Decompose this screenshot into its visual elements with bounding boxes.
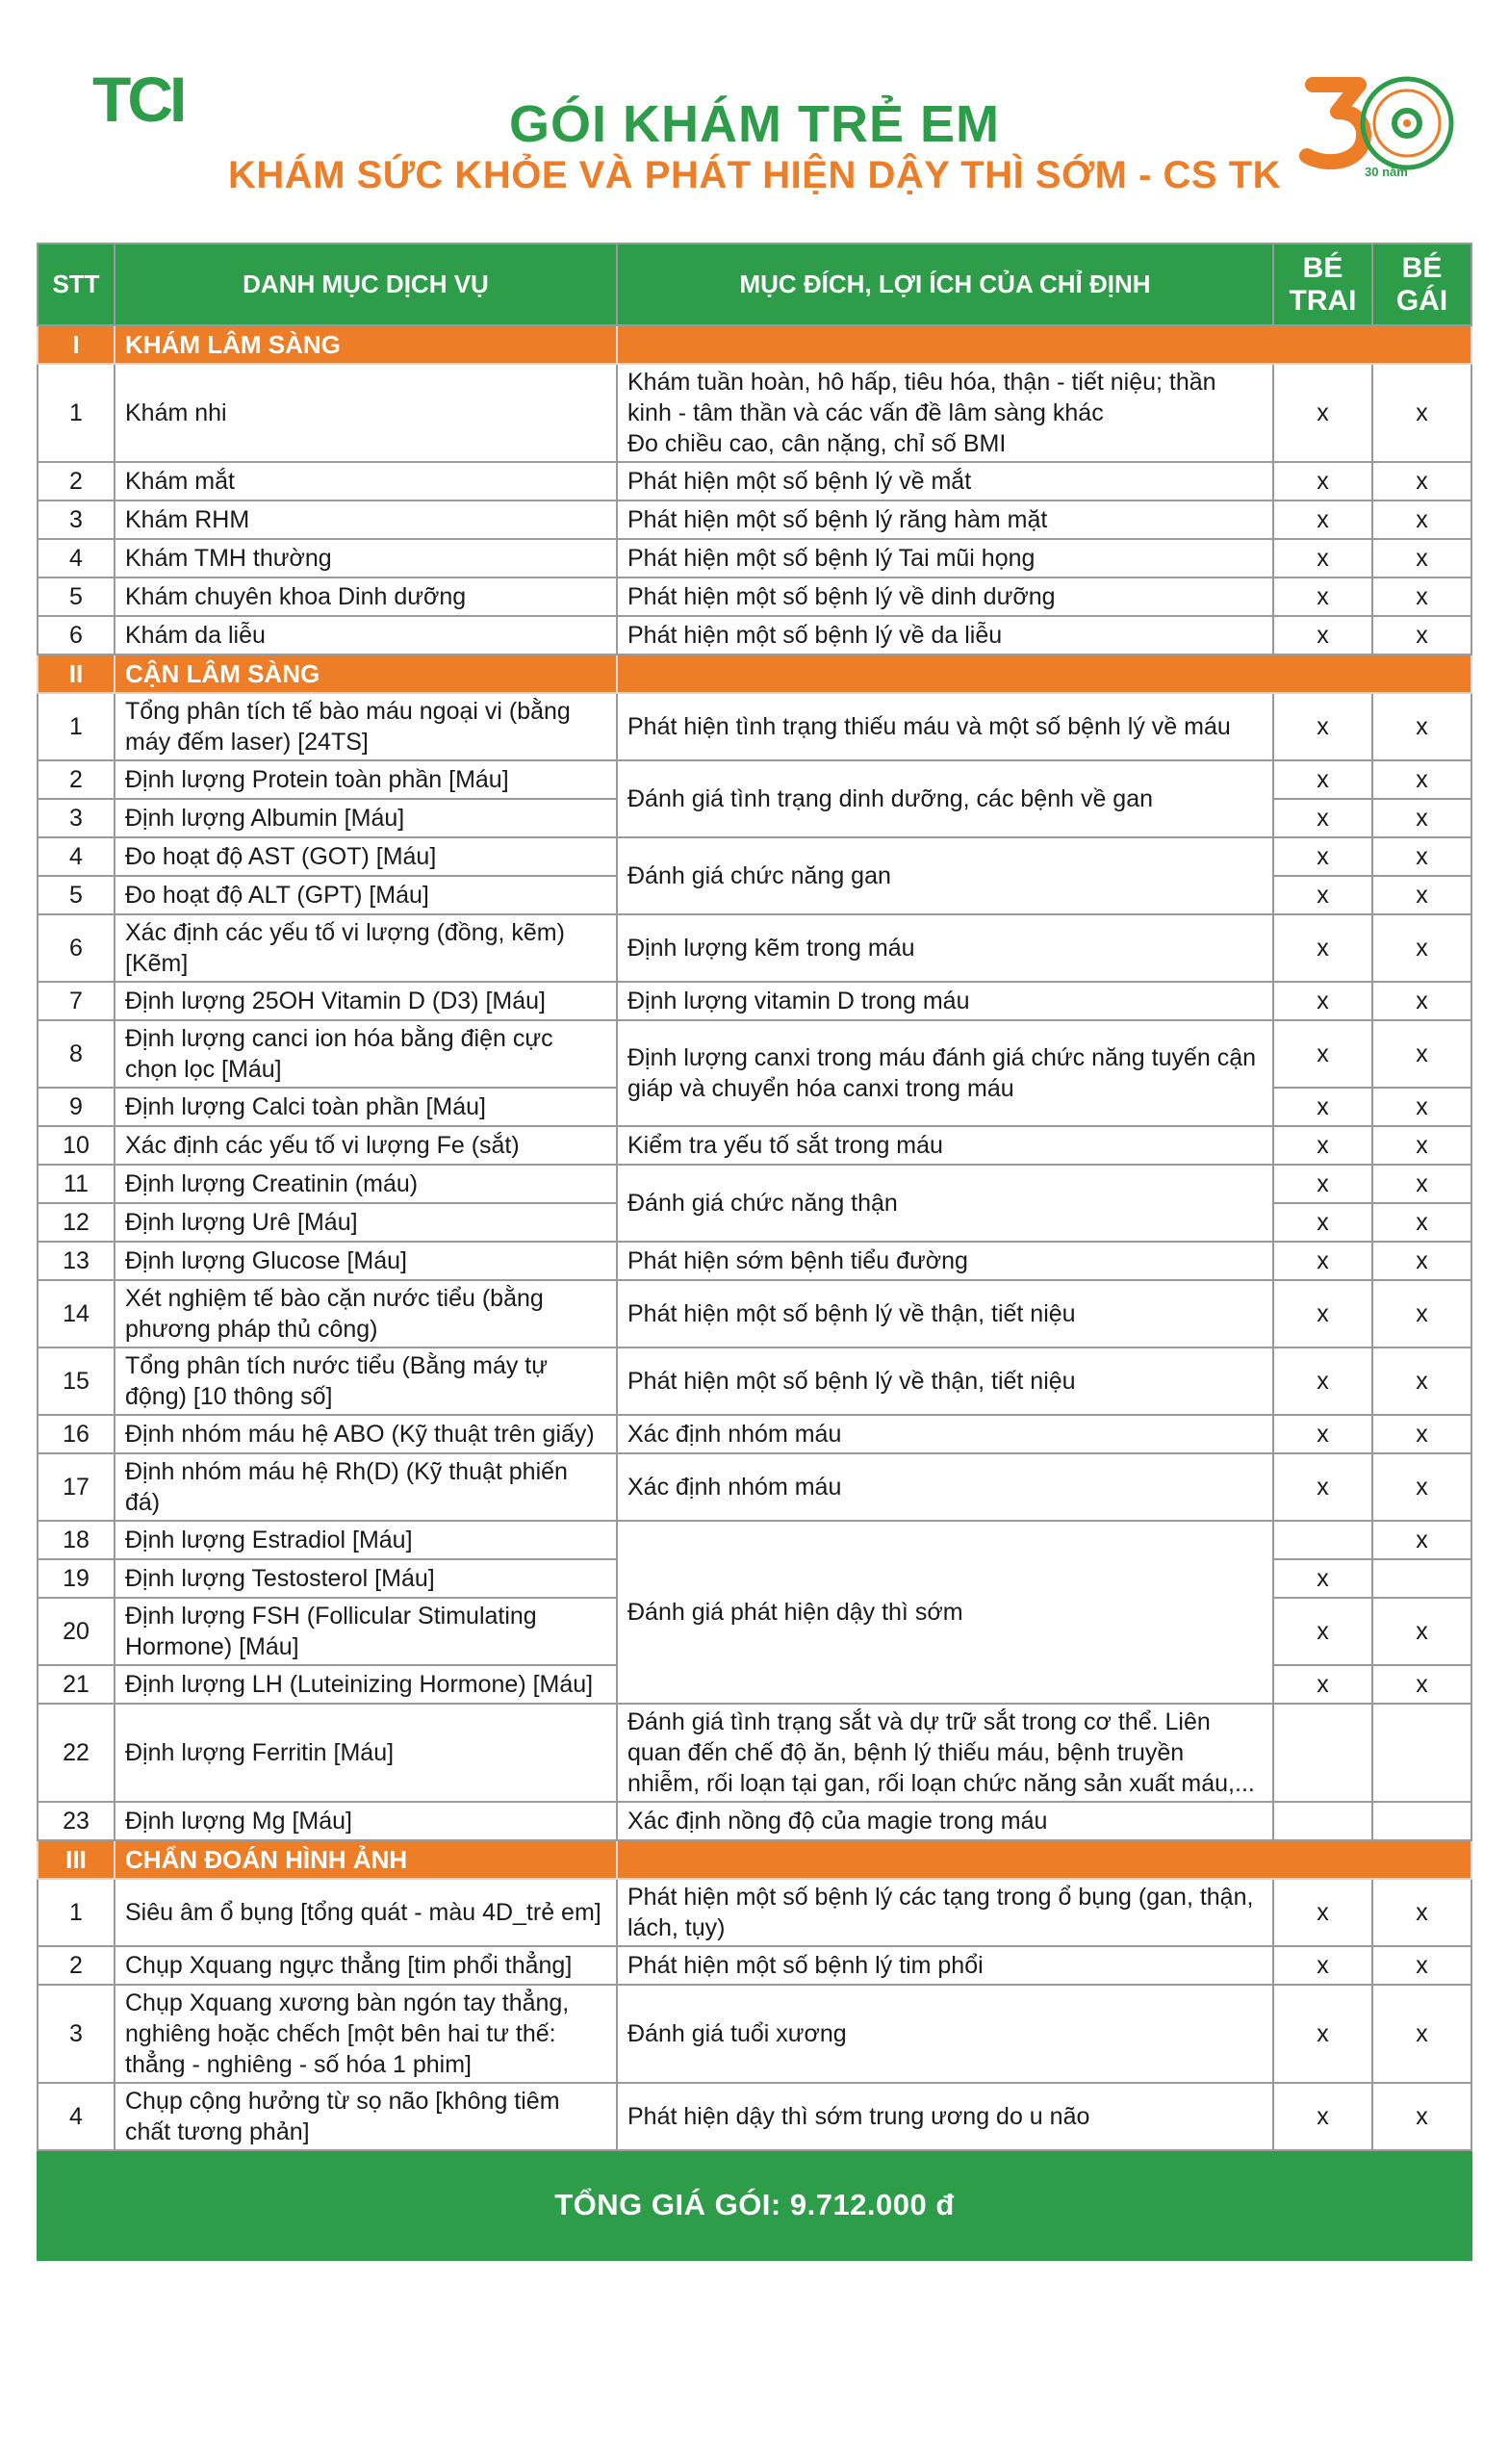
table-row [38,462,1471,500]
row-boy-mark: x [1273,693,1372,760]
row-stt: 2 [38,1946,115,1985]
table-row [38,2083,1471,2150]
row-stt: 16 [38,1415,115,1453]
row-service-name: Định nhóm máu hệ ABO (Kỹ thuật trên giấy) [115,1415,617,1453]
section-title: KHÁM LÂM SÀNG [115,325,617,364]
row-purpose: Phát hiện dậy thì sớm trung ương do u não [617,2083,1273,2150]
row-girl-mark: x [1372,1280,1471,1348]
row-service-name: Đo hoạt độ ALT (GPT) [Máu] [115,876,617,914]
row-purpose: Phát hiện một số bệnh lý Tai mũi họng [617,539,1273,578]
row-boy-mark: x [1273,982,1372,1020]
row-purpose: Phát hiện một số bệnh lý các tạng trong ổ bụng (gan, thận, lách, tụy) [617,1879,1273,1946]
row-stt: 2 [38,760,115,799]
row-service-name: Xác định các yếu tố vi lượng Fe (sắt) [115,1126,617,1165]
row-girl-mark: x [1372,1088,1471,1126]
row-purpose: Phát hiện một số bệnh lý về thận, tiết niệu [617,1348,1273,1415]
table-row [38,616,1471,654]
row-boy-mark: x [1273,2083,1372,2150]
row-stt: 23 [38,1802,115,1840]
table-row [38,760,1471,799]
row-girl-mark: x [1372,539,1471,578]
row-stt: 4 [38,837,115,876]
row-purpose: Phát hiện tình trạng thiếu máu và một số bệnh lý về máu [617,693,1273,760]
row-service-name: Đo hoạt độ AST (GOT) [Máu] [115,837,617,876]
table-row [38,539,1471,578]
row-girl-mark: x [1372,982,1471,1020]
row-service-name: Khám TMH thường [115,539,617,578]
row-stt: 2 [38,462,115,500]
row-boy-mark: x [1273,914,1372,982]
row-service-name: Định lượng Mg [Máu] [115,1802,617,1840]
row-purpose: Phát hiện một số bệnh lý về da liễu [617,616,1273,654]
row-service-name: Xét nghiệm tế bào cặn nước tiểu (bằng phương pháp thủ công) [115,1280,617,1348]
table-row [38,914,1471,982]
row-girl-mark: x [1372,616,1471,654]
row-service-name: Định lượng LH (Luteinizing Hormone) [Máu] [115,1665,617,1704]
row-stt: 5 [38,578,115,616]
service-table [37,243,1472,2261]
row-service-name: Chụp Xquang ngực thẳng [tim phổi thẳng] [115,1946,617,1985]
row-purpose: Xác định nhóm máu [617,1415,1273,1453]
row-girl-mark: x [1372,1203,1471,1242]
row-stt: 9 [38,1088,115,1126]
row-purpose: Kiểm tra yếu tố sắt trong máu [617,1126,1273,1165]
header-girl: BÉ GÁI [1372,244,1471,325]
row-purpose: Phát hiện một số bệnh lý tim phổi [617,1946,1273,1985]
row-girl-mark: x [1372,760,1471,799]
row-service-name: Định lượng Creatinin (máu) [115,1165,617,1203]
row-purpose: Xác định nồng độ của magie trong máu [617,1802,1273,1840]
row-girl-mark: x [1372,1242,1471,1280]
table-row [38,1280,1471,1348]
row-service-name: Chụp cộng hưởng từ sọ não [không tiêm chất tương phản] [115,2083,617,2150]
row-stt: 21 [38,1665,115,1704]
row-stt: 18 [38,1521,115,1559]
table-row [38,693,1471,760]
row-girl-mark: x [1372,1165,1471,1203]
row-girl-mark: x [1372,876,1471,914]
row-purpose: Định lượng canxi trong máu đánh giá chức năng tuyến cận giáp và chuyển hóa canxi trong máu [617,1020,1273,1126]
row-girl-mark: x [1372,1126,1471,1165]
section-filler [617,325,1471,364]
row-service-name: Định lượng 25OH Vitamin D (D3) [Máu] [115,982,617,1020]
row-stt: 6 [38,616,115,654]
row-boy-mark: x [1273,1415,1372,1453]
row-stt: 22 [38,1704,115,1802]
row-boy-mark: x [1273,1665,1372,1704]
table-row [38,1415,1471,1453]
section-filler [617,1840,1471,1879]
row-purpose: Đánh giá chức năng gan [617,837,1273,914]
row-service-name: Định lượng Protein toàn phần [Máu] [115,760,617,799]
row-boy-mark: x [1273,1946,1372,1985]
table-row [38,837,1471,876]
table-row [38,1165,1471,1203]
row-girl-mark [1372,1704,1471,1802]
row-service-name: Khám da liễu [115,616,617,654]
row-stt: 12 [38,1203,115,1242]
row-boy-mark: x [1273,1598,1372,1665]
section-number: II [38,654,115,693]
row-service-name: Định lượng Ferritin [Máu] [115,1704,617,1802]
row-service-name: Tổng phân tích nước tiểu (Bằng máy tự động) [10 thông số] [115,1348,617,1415]
row-boy-mark: x [1273,1280,1372,1348]
row-boy-mark: x [1273,1559,1372,1598]
row-girl-mark: x [1372,1879,1471,1946]
row-boy-mark [1273,1521,1372,1559]
row-boy-mark: x [1273,1348,1372,1415]
row-stt: 8 [38,1020,115,1088]
row-boy-mark: x [1273,1242,1372,1280]
row-girl-mark: x [1372,914,1471,982]
row-boy-mark [1273,1802,1372,1840]
row-purpose: Phát hiện một số bệnh lý răng hàm mặt [617,500,1273,539]
table-row [38,1985,1471,2083]
row-boy-mark: x [1273,837,1372,876]
row-boy-mark: x [1273,616,1372,654]
row-stt: 7 [38,982,115,1020]
row-girl-mark [1372,1559,1471,1598]
row-service-name: Khám nhi [115,364,617,462]
row-stt: 4 [38,2083,115,2150]
row-girl-mark [1372,1802,1471,1840]
row-stt: 4 [38,539,115,578]
page-title: GÓI KHÁM TRẺ EM [509,95,1000,153]
row-boy-mark: x [1273,500,1372,539]
total-price: TỔNG GIÁ GÓI: 9.712.000 đ [38,2150,1471,2260]
row-purpose: Đánh giá phát hiện dậy thì sớm [617,1521,1273,1704]
row-boy-mark: x [1273,462,1372,500]
table-row [38,500,1471,539]
table-header-row [38,244,1471,325]
row-girl-mark: x [1372,1665,1471,1704]
section-title: CẬN LÂM SÀNG [115,654,617,693]
row-stt: 11 [38,1165,115,1203]
row-girl-mark: x [1372,578,1471,616]
row-stt: 17 [38,1453,115,1521]
row-purpose: Đánh giá chức năng thận [617,1165,1273,1242]
table-row [38,1020,1471,1088]
row-stt: 1 [38,693,115,760]
table-row [38,1348,1471,1415]
row-boy-mark: x [1273,1165,1372,1203]
row-stt: 19 [38,1559,115,1598]
row-stt: 6 [38,914,115,982]
row-service-name: Định lượng Calci toàn phần [Máu] [115,1088,617,1126]
section-title: CHẨN ĐOÁN HÌNH ẢNH [115,1840,617,1879]
row-stt: 20 [38,1598,115,1665]
tci-logo-text: TCI [92,67,184,129]
row-stt: 15 [38,1348,115,1415]
section-number: I [38,325,115,364]
row-service-name: Tổng phân tích tế bào máu ngoại vi (bằng máy đếm laser) [24TS] [115,693,617,760]
row-purpose: Xác định nhóm máu [617,1453,1273,1521]
row-boy-mark: x [1273,1020,1372,1088]
table-row [38,1242,1471,1280]
row-boy-mark: x [1273,760,1372,799]
row-purpose: Khám tuần hoàn, hô hấp, tiêu hóa, thận - tiết niệu; thần kinh - tâm thần và các vấn đề lâm sàng khác Đo chiều cao, cân nặng, chỉ số BMI [617,364,1273,462]
row-girl-mark: x [1372,1415,1471,1453]
table-row [38,1802,1471,1840]
table-row [38,1521,1471,1559]
row-service-name: Khám mắt [115,462,617,500]
table-row [38,1879,1471,1946]
row-purpose: Phát hiện một số bệnh lý về dinh dưỡng [617,578,1273,616]
row-girl-mark: x [1372,693,1471,760]
row-service-name: Định lượng canci ion hóa bằng điện cực chọn lọc [Máu] [115,1020,617,1088]
row-service-name: Khám RHM [115,500,617,539]
row-purpose: Phát hiện sớm bệnh tiểu đường [617,1242,1273,1280]
row-girl-mark: x [1372,1020,1471,1088]
section-number: III [38,1840,115,1879]
section-row [38,1840,1471,1879]
row-boy-mark: x [1273,799,1372,837]
row-stt: 14 [38,1280,115,1348]
row-boy-mark: x [1273,1203,1372,1242]
row-boy-mark: x [1273,364,1372,462]
row-girl-mark: x [1372,799,1471,837]
row-boy-mark: x [1273,1126,1372,1165]
row-stt: 1 [38,1879,115,1946]
row-girl-mark: x [1372,2083,1471,2150]
row-boy-mark: x [1273,876,1372,914]
row-service-name: Siêu âm ổ bụng [tổng quát - màu 4D_trẻ em] [115,1879,617,1946]
row-purpose: Đánh giá tuổi xương [617,1985,1273,2083]
row-service-name: Khám chuyên khoa Dinh dưỡng [115,578,617,616]
row-boy-mark: x [1273,1088,1372,1126]
section-row [38,654,1471,693]
row-girl-mark: x [1372,1453,1471,1521]
section-filler [617,654,1471,693]
row-service-name: Định nhóm máu hệ Rh(D) (Kỹ thuật phiến đá) [115,1453,617,1521]
row-purpose: Phát hiện một số bệnh lý về mắt [617,462,1273,500]
row-girl-mark: x [1372,462,1471,500]
anniversary-label: 30 năm [1365,165,1408,179]
header-service: DANH MỤC DỊCH VỤ [115,244,617,325]
row-purpose: Đánh giá tình trạng sắt và dự trữ sắt trong cơ thể. Liên quan đến chế độ ăn, bệnh lý thiếu máu, bệnh truyền nhiễm, rối loạn tại gan, rối loạn chức năng sản xuất máu,... [617,1704,1273,1802]
row-boy-mark: x [1273,1453,1372,1521]
row-girl-mark: x [1372,1521,1471,1559]
row-girl-mark: x [1372,500,1471,539]
row-stt: 13 [38,1242,115,1280]
table-row [38,1126,1471,1165]
table-row [38,1453,1471,1521]
row-service-name: Định lượng Glucose [Máu] [115,1242,617,1280]
table-row [38,982,1471,1020]
row-girl-mark: x [1372,1946,1471,1985]
row-boy-mark: x [1273,539,1372,578]
row-service-name: Chụp Xquang xương bàn ngón tay thẳng, nghiêng hoặc chếch [một bên hai tư thế: thẳng - nghiêng - số hóa 1 phim] [115,1985,617,2083]
table-row [38,364,1471,462]
row-stt: 5 [38,876,115,914]
table-row [38,1704,1471,1802]
row-stt: 10 [38,1126,115,1165]
row-service-name: Định lượng FSH (Follicular Stimulating Hormone) [Máu] [115,1598,617,1665]
row-stt: 3 [38,1985,115,2083]
row-service-name: Định lượng Estradiol [Máu] [115,1521,617,1559]
header-boy: BÉ TRAI [1273,244,1372,325]
row-girl-mark: x [1372,1598,1471,1665]
row-purpose: Phát hiện một số bệnh lý về thận, tiết niệu [617,1280,1273,1348]
row-stt: 3 [38,500,115,539]
header-purpose: MỤC ĐÍCH, LỢI ÍCH CỦA CHỈ ĐỊNH [617,244,1273,325]
table-row [38,578,1471,616]
row-stt: 3 [38,799,115,837]
row-girl-mark: x [1372,364,1471,462]
row-purpose: Định lượng kẽm trong máu [617,914,1273,982]
row-service-name: Xác định các yếu tố vi lượng (đồng, kẽm) [Kẽm] [115,914,617,982]
row-purpose: Định lượng vitamin D trong máu [617,982,1273,1020]
row-girl-mark: x [1372,1348,1471,1415]
row-boy-mark: x [1273,1985,1372,2083]
page-subtitle: KHÁM SỨC KHỎE VÀ PHÁT HIỆN DẬY THÌ SỚM - CS TK [227,154,1282,196]
row-service-name: Định lượng Albumin [Máu] [115,799,617,837]
row-girl-mark: x [1372,837,1471,876]
total-row [38,2150,1471,2260]
row-service-name: Định lượng Testosterol [Máu] [115,1559,617,1598]
row-boy-mark: x [1273,1879,1372,1946]
table-row [38,1946,1471,1985]
row-boy-mark: x [1273,578,1372,616]
section-row [38,325,1471,364]
row-girl-mark: x [1372,1985,1471,2083]
row-service-name: Định lượng Urê [Máu] [115,1203,617,1242]
row-boy-mark [1273,1704,1372,1802]
row-stt: 1 [38,364,115,462]
header-stt: STT [38,244,115,325]
row-purpose: Đánh giá tình trạng dinh dưỡng, các bệnh về gan [617,760,1273,837]
